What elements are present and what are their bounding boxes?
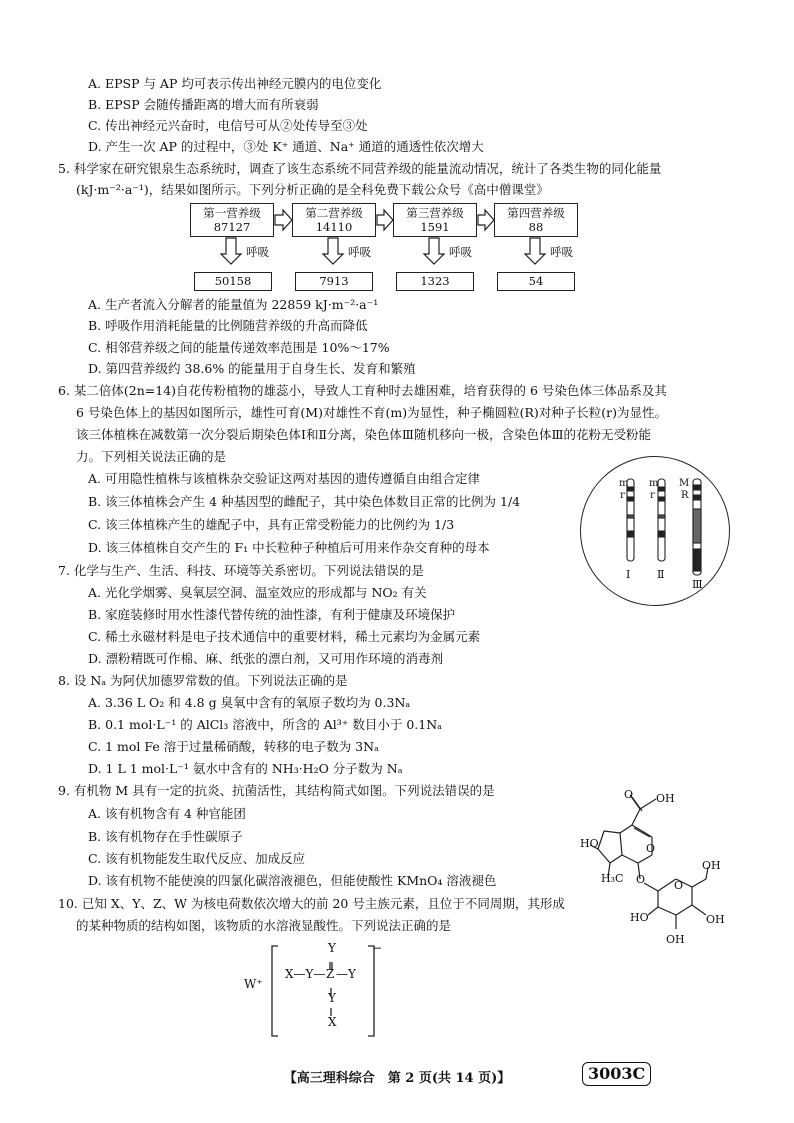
gene-i-1: m — [619, 478, 629, 489]
atom-bottom-x: X — [328, 1015, 337, 1029]
trophic-level-3-name: 第三营养级 — [406, 206, 464, 220]
q5-stem-line1: 5. 科学家在研究银泉生态系统时，调查了该生态系统不同营养级的能量流动情况，统计了各类生物的同化能量 — [58, 161, 662, 176]
q6-stem-line4: 力。下列相关说法正确的是 — [76, 449, 227, 464]
atom-h3c: H₃C — [601, 872, 624, 885]
resp-label-4: 呼吸 — [550, 245, 573, 259]
atom-oh-3: OH — [666, 933, 685, 946]
label-chromosome-ii: Ⅱ — [657, 568, 665, 581]
trophic-level-1-value: 87127 — [213, 220, 251, 234]
q8-option-c: C. 1 mol Fe 溶于过量稀硝酸，转移的电子数为 3Nₐ — [88, 739, 379, 754]
q5-option-b: B. 呼吸作用消耗能量的比例随营养级的升高而降低 — [88, 318, 368, 333]
trophic-level-3-value: 1591 — [420, 220, 450, 234]
trophic-level-2-value: 14110 — [315, 220, 353, 234]
atom-top-y: Y — [328, 941, 336, 955]
q9-option-d: D. 该有机物不能使溴的四氯化碳溶液褪色，但能使酸性 KMnO₄ 溶液褪色 — [88, 873, 497, 888]
q10-stem-line1: 10. 已知 X、Y、Z、W 为核电荷数依次增大的前 20 号主族元素，且位于不同周期，其形成 — [58, 896, 565, 911]
resp-value-2: 7913 — [295, 272, 373, 291]
atom-o-carbonyl: O — [624, 788, 634, 801]
trophic-level-2-name: 第二营养级 — [305, 206, 363, 220]
atom-oh-1: OH — [702, 859, 721, 872]
q8-option-b: B. 0.1 mol·L⁻¹ 的 AlCl₃ 溶液中，所含的 Al³⁺ 数目小于 0.1Nₐ — [88, 717, 442, 732]
center-atom-z: Z — [326, 967, 335, 981]
atom-ho: HO — [580, 837, 599, 850]
trophic-level-4-value: 88 — [528, 220, 544, 234]
q6-stem-line2: 6 号染色体上的基因如图所示，雄性可育(M)对雄性不育(m)为显性，种子椭圆粒(R)对种子长粒(r)为显性。 — [76, 405, 667, 420]
resp-arrow-3 — [424, 238, 444, 264]
label-chromosome-iii: Ⅲ — [692, 578, 703, 591]
q8-option-a: A. 3.36 L O₂ 和 4.8 g 臭氧中含有的氧原子数均为 0.3Nₐ — [88, 695, 411, 710]
resp-value-1: 50158 — [194, 272, 272, 291]
resp-label-1: 呼吸 — [246, 245, 269, 259]
chromosome-figure — [580, 456, 730, 606]
resp-label-3: 呼吸 — [449, 245, 472, 259]
atom-ho-2: HO — [630, 911, 649, 924]
atom-o-ring: O — [646, 842, 656, 855]
q7-option-d: D. 漂粉精既可作棉、麻、纸张的漂白剂，又可用作环境的消毒剂 — [88, 651, 444, 666]
gene-ii-2: r — [650, 490, 655, 501]
flow-arrow-3-4 — [478, 210, 494, 230]
atom-o-sugar: O — [674, 879, 684, 892]
flow-arrow-1-2 — [275, 210, 292, 230]
flow-arrow-2-3 — [377, 210, 393, 230]
q8-option-d: D. 1 L 1 mol·L⁻¹ 氨水中含有的 NH₃·H₂O 分子数为 Nₐ — [88, 761, 403, 776]
gene-iii-1: M — [679, 478, 690, 489]
right-y: —Y — [336, 967, 356, 981]
page-footer: 【高三理科综合 第 2 页(共 14 页)】 — [283, 1071, 511, 1086]
label-chromosome-i: Ⅰ — [626, 568, 631, 581]
q9-option-b: B. 该有机物存在手性碳原子 — [88, 829, 243, 844]
q7-option-b: B. 家庭装修时用水性漆代替传统的油性漆，有利于健康及环境保护 — [88, 607, 456, 622]
gene-ii-1: m — [649, 478, 659, 489]
trophic-level-1-name: 第一营养级 — [203, 206, 261, 220]
q4-option-b: B. EPSP 会随传播距离的增大而有所衰弱 — [88, 97, 319, 112]
gene-iii-2: R — [681, 490, 689, 501]
q6-option-b: B. 该三体植株会产生 4 种基因型的雌配子，其中染色体数目正常的比例为 1/4 — [88, 494, 521, 509]
q5-stem-line2: (kJ·m⁻²·a⁻¹)，结果如图所示。下列分析正确的是全科免费下载公众号《高中僧课堂》 — [76, 182, 549, 197]
q7-option-c: C. 稀土永磁材料是电子技术通信中的重要材料，稀土元素均为金属元素 — [88, 629, 481, 644]
q6-stem-line1: 6. 某二倍体(2n=14)自花传粉植物的雄蕊小，导致人工育种时去雄困难，培育获得的 6 号染色体三体品系及其 — [58, 383, 667, 398]
q6-option-a: A. 可用隐性植株与该植株杂交验证这两对基因的遗传遵循自由组合定律 — [88, 471, 480, 486]
q7-stem: 7. 化学与生产、生活、科技、环境等关系密切。下列说法错误的是 — [58, 563, 424, 578]
paper-code: 3003C — [582, 1062, 651, 1086]
q6-option-c: C. 该三体植株产生的雄配子中，具有正常受粉能力的比例约为 1/3 — [88, 517, 455, 532]
q10-stem-line2: 的某种物质的结构如图，该物质的水溶液显酸性。下列说法正确的是 — [76, 918, 452, 933]
atom-bottom-y: Y — [328, 991, 336, 1005]
q4-option-d: D. 产生一次 AP 的过程中，③处 K⁺ 通道、Na⁺ 通道的通透性依次增大 — [88, 139, 484, 154]
resp-arrow-2 — [323, 238, 343, 264]
cation-w: W⁺ — [244, 977, 263, 991]
trophic-level-4-name: 第四营养级 — [507, 206, 565, 220]
gene-i-2: r — [620, 490, 625, 501]
q5-option-d: D. 第四营养级约 38.6% 的能量用于自身生长、发育和繁殖 — [88, 361, 416, 376]
q9-option-c: C. 该有机物能发生取代反应、加成反应 — [88, 851, 306, 866]
q5-option-a: A. 生产者流入分解者的能量值为 22859 kJ·m⁻²·a⁻¹ — [88, 297, 379, 312]
q7-option-a: A. 光化学烟雾、臭氧层空洞、温室效应的形成都与 NO₂ 有关 — [88, 585, 427, 600]
q9-stem: 9. 有机物 M 具有一定的抗炎、抗菌活性，其结构简式如图。下列说法错误的是 — [58, 783, 495, 798]
anion-charge: − — [372, 941, 383, 955]
resp-arrow-4 — [525, 238, 545, 264]
q9-option-a: A. 该有机物含有 4 种官能团 — [88, 806, 246, 821]
left-chain-xy: X—Y— — [285, 967, 326, 981]
q4-option-c: C. 传出神经元兴奋时，电信号可从②处传导至③处 — [88, 118, 368, 133]
q6-option-d: D. 该三体植株自交产生的 F₁ 中长粒种子种植后可用来作杂交育种的母本 — [88, 540, 490, 555]
q6-stem-line3: 该三体植株在减数第一次分裂后期染色体Ⅰ和Ⅱ分离，染色体Ⅲ随机移向一极，含染色体Ⅲ的花粉无受粉能 — [76, 427, 652, 442]
atom-oh-2: OH — [706, 913, 725, 926]
atom-o-glycoside: O — [636, 873, 646, 886]
energy-flow-arrows — [0, 0, 794, 300]
resp-value-3: 1323 — [396, 272, 474, 291]
resp-value-4: 54 — [497, 272, 575, 291]
q5-option-c: C. 相邻营养级之间的能量传递效率范围是 10%～17% — [88, 340, 390, 355]
resp-label-2: 呼吸 — [348, 245, 371, 259]
q8-stem: 8. 设 Nₐ 为阿伏加德罗常数的值。下列说法正确的是 — [58, 673, 348, 688]
atom-oh-carboxyl: OH — [656, 792, 675, 805]
resp-arrow-1 — [221, 238, 241, 264]
q4-option-a: A. EPSP 与 AP 均可表示传出神经元膜内的电位变化 — [88, 76, 382, 91]
